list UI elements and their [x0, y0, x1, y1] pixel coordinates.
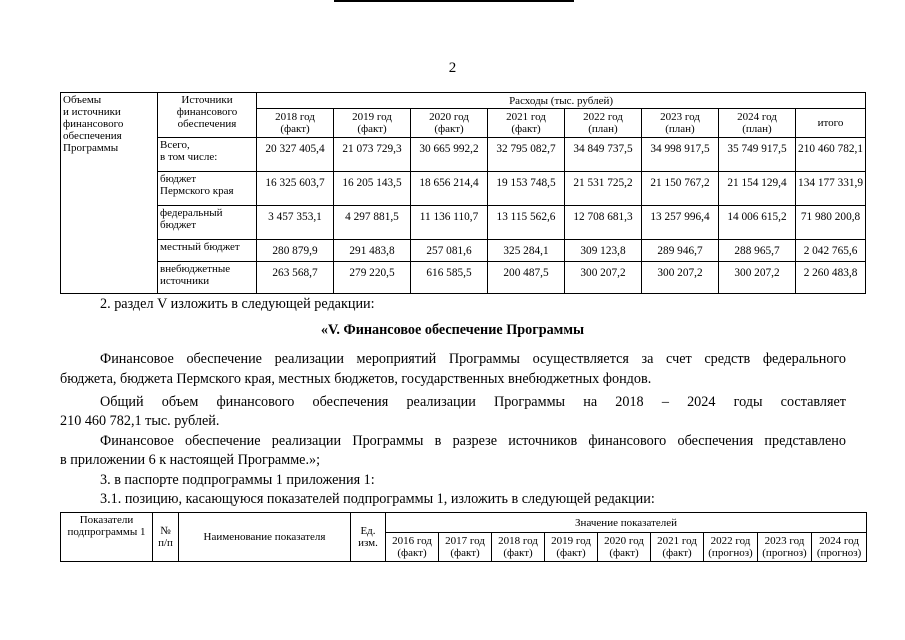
value-cell: 134 177 331,9 — [796, 172, 866, 206]
value-cell: 16 325 603,7 — [257, 172, 334, 206]
value-cell: 4 297 881,5 — [334, 206, 411, 240]
indicators-header: Показатели подпрограммы 1 — [61, 513, 153, 562]
value-cell: 300 207,2 — [642, 262, 719, 294]
indicator-year-header: 2024 год (прогноз) — [812, 533, 867, 562]
value-cell: 289 946,7 — [642, 240, 719, 262]
value-cell: 34 849 737,5 — [565, 138, 642, 172]
table-row — [61, 262, 866, 294]
source-label: федеральный бюджет — [158, 206, 257, 240]
indicator-year-header: 2019 год (факт) — [545, 533, 598, 562]
value-cell: 32 795 082,7 — [488, 138, 565, 172]
indicators-table — [60, 512, 867, 562]
unit-header: Ед. изм. — [351, 513, 386, 562]
table-row — [61, 206, 866, 240]
values-header: Значение показателей — [386, 513, 867, 533]
value-cell: 300 207,2 — [565, 262, 642, 294]
number-header: № п/п — [153, 513, 179, 562]
source-label: бюджет Пермского края — [158, 172, 257, 206]
value-cell: 263 568,7 — [257, 262, 334, 294]
table-row — [61, 172, 866, 206]
indicator-year-header: 2023 год (прогноз) — [758, 533, 812, 562]
indicator-year-header: 2020 год (факт) — [598, 533, 651, 562]
value-cell: 325 284,1 — [488, 240, 565, 262]
paragraph-1-line-2: бюджета, бюджета Пермского края, местных бюджетов, государственных внебюджетных фондов. — [60, 371, 652, 387]
year-header: 2019 год (факт) — [334, 109, 411, 138]
indicator-name-header: Наименование показателя — [179, 513, 351, 562]
item-2: 2. раздел V изложить в следующей редакции: — [100, 296, 375, 312]
year-header: 2018 год (факт) — [257, 109, 334, 138]
value-cell: 19 153 748,5 — [488, 172, 565, 206]
year-header: 2022 год (план) — [565, 109, 642, 138]
indicator-year-header: 2017 год (факт) — [439, 533, 492, 562]
indicator-year-header: 2022 год (прогноз) — [704, 533, 758, 562]
value-cell: 21 154 129,4 — [719, 172, 796, 206]
top-rule — [334, 0, 574, 2]
financing-label: Объемы и источники финансового обеспечения Программы — [63, 94, 124, 154]
source-label: местный бюджет — [158, 240, 257, 262]
item-3: 3. в паспорте подпрограммы 1 приложения 1: — [100, 472, 375, 488]
year-header: 2024 год (план) — [719, 109, 796, 138]
year-header: итого — [796, 109, 866, 138]
value-cell: 257 081,6 — [411, 240, 488, 262]
table-row — [61, 240, 866, 262]
value-cell: 13 115 562,6 — [488, 206, 565, 240]
value-cell: 21 531 725,2 — [565, 172, 642, 206]
value-cell: 34 998 917,5 — [642, 138, 719, 172]
paragraph-3-line-1: Финансовое обеспечение реализации Программы в разрезе источников финансового обеспечения представлено — [100, 433, 846, 449]
indicator-year-header: 2021 год (факт) — [651, 533, 704, 562]
value-cell: 30 665 992,2 — [411, 138, 488, 172]
year-header: 2020 год (факт) — [411, 109, 488, 138]
value-cell: 3 457 353,1 — [257, 206, 334, 240]
section-heading: «V. Финансовое обеспечение Программы — [320, 322, 585, 338]
value-cell: 14 006 615,2 — [719, 206, 796, 240]
value-cell: 309 123,8 — [565, 240, 642, 262]
source-label: Всего, в том числе: — [158, 138, 257, 172]
page-number: 2 — [448, 60, 457, 76]
year-header: 2023 год (план) — [642, 109, 719, 138]
expenses-header: Расходы (тыс. рублей) — [257, 93, 866, 109]
value-cell: 16 205 143,5 — [334, 172, 411, 206]
value-cell: 20 327 405,4 — [257, 138, 334, 172]
value-cell: 280 879,9 — [257, 240, 334, 262]
value-cell: 18 656 214,4 — [411, 172, 488, 206]
indicator-year-header: 2018 год (факт) — [492, 533, 545, 562]
value-cell: 200 487,5 — [488, 262, 565, 294]
paragraph-3-line-2: в приложении 6 к настоящей Программе.»; — [60, 452, 321, 468]
financing-table — [60, 92, 866, 294]
value-cell: 21 150 767,2 — [642, 172, 719, 206]
value-cell: 71 980 200,8 — [796, 206, 866, 240]
value-cell: 2 260 483,8 — [796, 262, 866, 294]
sources-header: Источники финансового обеспечения — [158, 93, 257, 138]
value-cell: 300 207,2 — [719, 262, 796, 294]
table-row — [61, 138, 866, 172]
indicator-year-header: 2016 год (факт) — [386, 533, 439, 562]
value-cell: 616 585,5 — [411, 262, 488, 294]
paragraph-1-line-1: Финансовое обеспечение реализации мероприятий Программы осуществляется за счет средств федерального — [100, 351, 846, 367]
financing-label-cell — [61, 93, 158, 294]
paragraph-2-line-2: 210 460 782,1 тыс. рублей. — [60, 413, 220, 429]
value-cell: 288 965,7 — [719, 240, 796, 262]
paragraph-2-line-1: Общий объем финансового обеспечения реализации Программы на 2018 – 2024 годы составляет — [100, 394, 846, 410]
value-cell: 291 483,8 — [334, 240, 411, 262]
value-cell: 2 042 765,6 — [796, 240, 866, 262]
value-cell: 210 460 782,1 — [796, 138, 866, 172]
value-cell: 13 257 996,4 — [642, 206, 719, 240]
value-cell: 279 220,5 — [334, 262, 411, 294]
value-cell: 35 749 917,5 — [719, 138, 796, 172]
value-cell: 11 136 110,7 — [411, 206, 488, 240]
year-header: 2021 год (факт) — [488, 109, 565, 138]
source-label: внебюджетные источники — [158, 262, 257, 294]
value-cell: 12 708 681,3 — [565, 206, 642, 240]
value-cell: 21 073 729,3 — [334, 138, 411, 172]
item-3-1: 3.1. позицию, касающуюся показателей подпрограммы 1, изложить в следующей редакции: — [100, 491, 655, 507]
